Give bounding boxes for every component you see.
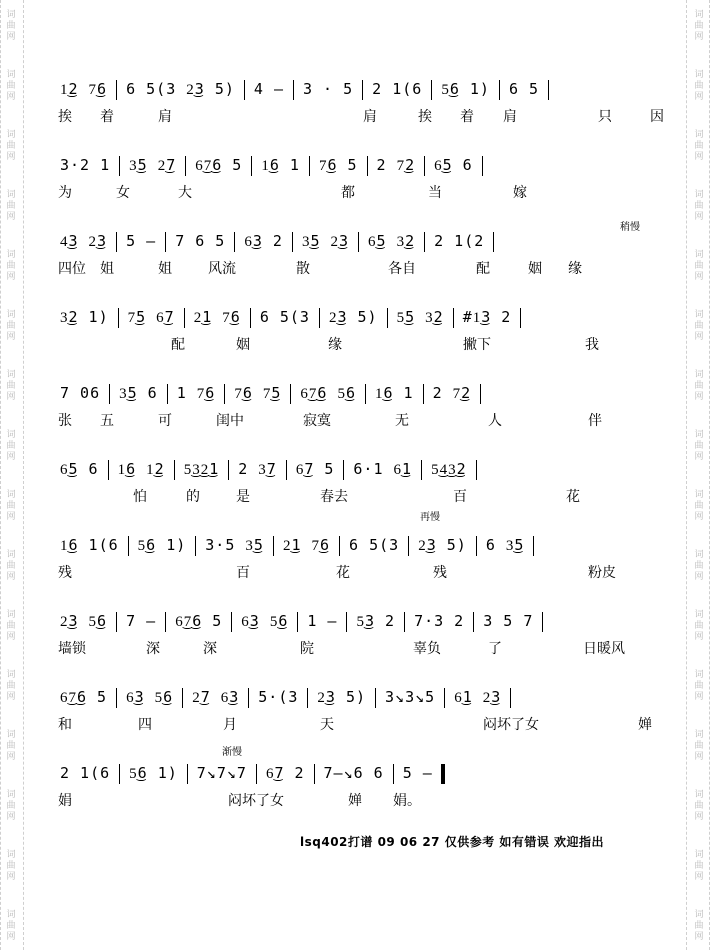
watermark-stamp: 词 曲 网 [6, 670, 16, 702]
barline [542, 612, 543, 632]
lyric-syllable: 天 [320, 717, 334, 733]
lyric-syllable: 伴 [588, 413, 602, 429]
lyric-syllable: 配 [171, 337, 185, 353]
lyric-syllable: 月 [223, 717, 237, 733]
measure: 3͜5 6 [119, 384, 158, 402]
notation-line [58, 376, 668, 410]
measure: 3·2 1 [60, 156, 111, 174]
lyric-syllable: 四位 [58, 261, 86, 277]
barline [510, 688, 511, 708]
measure: 2 7͜2 [376, 156, 416, 174]
lyric-syllable: 百 [236, 565, 250, 581]
watermark-stamp: 词 曲 网 [6, 70, 16, 102]
lyric-syllable: 深 [203, 641, 217, 657]
barline [234, 232, 235, 252]
watermark-stamp: 词 曲 网 [6, 910, 16, 942]
score-row [58, 148, 668, 224]
lyric-syllable: 闷坏了女 [228, 793, 284, 809]
barline [292, 232, 293, 252]
measure: 5 – [402, 764, 433, 782]
barline [251, 156, 252, 176]
notation-line [58, 224, 668, 258]
lyric-syllable: 为 [58, 185, 72, 201]
measure: 3͜5 2͜3 [301, 232, 350, 250]
notation-line [58, 604, 668, 638]
barline [431, 80, 432, 100]
barline [453, 308, 454, 328]
lyric-syllable: 可 [158, 413, 172, 429]
measure: 6 5(3 2͜3 5) [126, 80, 235, 98]
lyric-syllable: 只 [598, 109, 612, 125]
measure: 6͜7͜6 5 [60, 688, 108, 706]
measure: 3 5 7 [483, 612, 534, 630]
watermark-stamp: 词 曲 网 [694, 490, 704, 522]
lyric-syllable: 春去 [320, 489, 348, 505]
measure: 7͜6 7͜5 [234, 384, 282, 402]
barline [165, 232, 166, 252]
lyric-syllable: 无 [395, 413, 409, 429]
measure: 6͜3 2 [244, 232, 283, 250]
measure: 2͜3 5͜6 [60, 612, 108, 630]
lyrics-line [58, 334, 668, 356]
tempo-mark-gradually-slower: 渐慢 [222, 747, 242, 758]
watermark-stamp: 词 曲 网 [6, 370, 16, 402]
measure: 4 – [253, 80, 284, 98]
measure: 6 5(3 [259, 308, 310, 326]
lyric-syllable: 人 [488, 413, 502, 429]
barline [408, 536, 409, 556]
barline [493, 232, 494, 252]
barline [224, 384, 225, 404]
lyric-syllable: 墙锁 [58, 641, 86, 657]
measure: 1͜2 7͜6 [60, 80, 108, 98]
barline [387, 308, 388, 328]
lyric-syllable: 婵 [348, 793, 362, 809]
watermark-stamp: 词 曲 网 [6, 490, 16, 522]
measure: 2 7͜2 [432, 384, 472, 402]
lyric-syllable: 寂寞 [303, 413, 331, 429]
lyric-syllable: 着 [100, 109, 114, 125]
barline [339, 536, 340, 556]
barline [444, 688, 445, 708]
watermark-stamp: 词 曲 网 [694, 430, 704, 462]
barline [358, 232, 359, 252]
measure: 6͜5 3͜2 [368, 232, 416, 250]
lyric-syllable: 着 [460, 109, 474, 125]
lyric-syllable: 残 [58, 565, 72, 581]
barline [404, 612, 405, 632]
measure: 6͜7͜6 5 [195, 156, 243, 174]
score-row [58, 376, 668, 452]
watermark-stamp: 词 曲 网 [694, 10, 704, 42]
lyric-syllable: 的 [186, 489, 200, 505]
watermark-stamp: 词 曲 网 [6, 430, 16, 462]
lyric-syllable: 四 [138, 717, 152, 733]
barline [185, 156, 186, 176]
lyrics-line [58, 410, 668, 432]
measure: 6 3͜5 [485, 536, 525, 554]
notation-line [58, 756, 668, 790]
barline [499, 80, 500, 100]
lyric-syllable: 和 [58, 717, 72, 733]
lyric-syllable: 娟。 [393, 793, 421, 809]
barline [248, 688, 249, 708]
barline [273, 536, 274, 556]
measure: 3͜5 2͜7 [129, 156, 177, 174]
measure: 6͜3 5͜6 [126, 688, 174, 706]
lyric-syllable: 院 [300, 641, 314, 657]
watermark-stamp: 词 曲 网 [6, 190, 16, 222]
measure: 2͜7 6͜3 [192, 688, 240, 706]
watermark-stamp: 词 曲 网 [6, 730, 16, 762]
measure: 2 1(6 [372, 80, 423, 98]
barline [346, 612, 347, 632]
lyric-syllable: 当 [428, 185, 442, 201]
score-row [58, 756, 668, 832]
lyric-syllable: 都 [341, 185, 355, 201]
watermark-stamp: 词 曲 网 [6, 130, 16, 162]
barline [116, 688, 117, 708]
score-row [58, 224, 668, 300]
watermark-stamp: 词 曲 网 [694, 790, 704, 822]
measure: 1͜6 1 [375, 384, 414, 402]
transcriber-note: lsq402打谱 09 06 27 仅供参考 如有错误 欢迎指出 [300, 835, 605, 849]
measure: 3͜2 1) [60, 308, 109, 326]
lyric-syllable: 深 [146, 641, 160, 657]
lyric-syllable: 残 [433, 565, 447, 581]
lyric-syllable: 缘 [328, 337, 342, 353]
barline [423, 384, 424, 404]
measure: 5͜6 1) [441, 80, 490, 98]
lyric-syllable: 张 [58, 413, 72, 429]
watermark-stamp: 词 曲 网 [694, 310, 704, 342]
barline [187, 764, 188, 784]
measure: 2 1(6 [60, 764, 111, 782]
notation-line [58, 452, 668, 486]
lyrics-line [58, 258, 668, 280]
lyric-syllable: 大 [178, 185, 192, 201]
measure: 5 – [126, 232, 157, 250]
measure: 6͜5 6 [434, 156, 473, 174]
barline [118, 308, 119, 328]
notation-line [58, 72, 668, 106]
measure: 2͜1 7͜6 [193, 308, 241, 326]
measure: 5͜5 3͜2 [396, 308, 444, 326]
lyric-syllable: 百 [453, 489, 467, 505]
barline [290, 384, 291, 404]
lyrics-line [58, 106, 668, 128]
watermark-stamp: 词 曲 网 [6, 250, 16, 282]
barline [108, 460, 109, 480]
barline [116, 232, 117, 252]
lyric-syllable: 肩 [363, 109, 377, 125]
barline [421, 460, 422, 480]
lyric-syllable: 粉皮 [588, 565, 616, 581]
score-row [58, 528, 668, 604]
score-row [58, 680, 668, 756]
barline [482, 156, 483, 176]
measure: 5͜3 2 [356, 612, 396, 630]
measure: 1 7͜6 [176, 384, 216, 402]
measure: 3 · 5 [303, 80, 354, 98]
measure: 7·3 2 [414, 612, 465, 630]
lyric-syllable: 配 [476, 261, 490, 277]
lyric-syllable: 散 [296, 261, 310, 277]
measure: 6͜7 5 [295, 460, 335, 478]
barline [119, 764, 120, 784]
measure: 7 – [126, 612, 157, 630]
lyrics-line [58, 638, 668, 660]
watermark-stamp: 词 曲 网 [694, 70, 704, 102]
lyric-syllable: 风流 [208, 261, 236, 277]
measure: 2͜3 5) [418, 536, 467, 554]
measure: 7–↘6 6 [323, 764, 384, 782]
measure: 2͜3 5) [317, 688, 367, 706]
measure: 2͜1 7͜6 [282, 536, 331, 554]
lyric-syllable: 缘 [568, 261, 582, 277]
jianpu-score [58, 72, 668, 832]
watermark-stamp: 词 曲 网 [6, 850, 16, 882]
measure: 6 5 [508, 80, 540, 98]
barline [367, 156, 368, 176]
lyric-syllable: 姐 [100, 261, 114, 277]
lyric-syllable: 肩 [503, 109, 517, 125]
barline [548, 80, 549, 100]
barline [307, 688, 308, 708]
notation-line [58, 680, 668, 714]
measure: 4͜3 2͜3 [60, 232, 108, 250]
lyric-syllable: 了 [488, 641, 502, 657]
measure: 3↘3↘5 [385, 688, 436, 706]
tempo-mark-slower-again: 再慢 [420, 512, 440, 523]
measure: 2͜3 5) [328, 308, 378, 326]
lyric-syllable: 肩 [158, 109, 172, 125]
measure: 6͜5 6 [60, 460, 99, 478]
barline [256, 764, 257, 784]
watermark-stamp: 词 曲 网 [6, 550, 16, 582]
lyric-syllable: 婵 [638, 717, 652, 733]
watermark-stamp: 词 曲 网 [6, 310, 16, 342]
measure: 6͜7͜6 5͜6 [300, 384, 356, 402]
measure: 6͜1 2͜3 [454, 688, 502, 706]
lyrics-line [58, 714, 668, 736]
watermark-stamp: 词 曲 网 [694, 850, 704, 882]
measure: 7 6 5 [175, 232, 226, 250]
measure: 1 – [307, 612, 338, 630]
barline [116, 80, 117, 100]
measure: 1͜6 1(6 [60, 536, 119, 554]
watermark-stamp: 词 曲 网 [694, 670, 704, 702]
watermark-stamp: 词 曲 网 [694, 550, 704, 582]
watermark-stamp: 词 曲 网 [694, 910, 704, 942]
lyric-syllable: 因 [650, 109, 664, 125]
measure: 5·(3 [258, 688, 299, 706]
measure: 6͜7 2 [265, 764, 305, 782]
watermark-stamp: 词 曲 网 [694, 130, 704, 162]
barline [128, 536, 129, 556]
barline [286, 460, 287, 480]
lyric-syllable: 挨 [418, 109, 432, 125]
barline [533, 536, 534, 556]
measure: 5͜3͜2͜1 [183, 460, 220, 478]
watermark-stamp: 词 曲 网 [6, 790, 16, 822]
barline [119, 156, 120, 176]
lyric-syllable: 娟 [58, 793, 72, 809]
lyric-syllable: 闷坏了女 [483, 717, 539, 733]
lyric-syllable: 姻 [236, 337, 250, 353]
barline [165, 612, 166, 632]
barline [167, 384, 168, 404]
barline [297, 612, 298, 632]
watermark-stamp: 词 曲 网 [6, 610, 16, 642]
measure: 2 3͜7 [238, 460, 277, 478]
lyric-syllable: 女 [116, 185, 130, 201]
lyric-syllable: 日暖风 [583, 641, 625, 657]
measure: 3·5 3͜5 [205, 536, 264, 554]
watermark-stamp: 词 曲 网 [694, 370, 704, 402]
barline [293, 80, 294, 100]
measure: 1͜6 1͜2 [117, 460, 165, 478]
measure: 2 1(2 [434, 232, 485, 250]
barline [480, 384, 481, 404]
barline [520, 308, 521, 328]
notation-line [58, 300, 668, 334]
barline [231, 612, 232, 632]
measure: 7͜5 6͜7 [127, 308, 175, 326]
measure: 7͜6 5 [318, 156, 358, 174]
notation-line [58, 148, 668, 182]
watermark-stamp: 词 曲 网 [694, 250, 704, 282]
barline [319, 308, 320, 328]
lyric-syllable: 闺中 [216, 413, 244, 429]
barline [476, 460, 477, 480]
lyric-syllable: 各自 [388, 261, 416, 277]
lyric-syllable: 撇下 [463, 337, 491, 353]
lyric-syllable: 辜负 [413, 641, 441, 657]
barline [365, 384, 366, 404]
barline [174, 460, 175, 480]
measure: 6 5(3 [349, 536, 400, 554]
barline [473, 612, 474, 632]
watermark-stamp: 词 曲 网 [694, 730, 704, 762]
barline [362, 80, 363, 100]
barline [309, 156, 310, 176]
score-row [58, 72, 668, 148]
watermark-stamp: 词 曲 网 [6, 10, 16, 42]
lyric-syllable: 五 [100, 413, 114, 429]
lyric-syllable: 姻 [528, 261, 542, 277]
watermark-stamp: 词 曲 网 [694, 190, 704, 222]
watermark-stamp: 词 曲 网 [694, 610, 704, 642]
barline [182, 688, 183, 708]
measure: 6·1 6͜1 [353, 460, 413, 478]
barline [375, 688, 376, 708]
lyrics-line [58, 182, 668, 204]
tempo-mark-slightly-slower: 稍慢 [620, 222, 640, 233]
barline [250, 308, 251, 328]
measure: 6͜3 5͜6 [241, 612, 289, 630]
measure: #1͜3 2 [462, 308, 512, 326]
barline [184, 308, 185, 328]
measure: 1͜6 1 [261, 156, 300, 174]
lyrics-line [58, 486, 668, 508]
lyric-syllable: 怕 [133, 489, 147, 505]
barline [393, 764, 394, 784]
measure: 5͜6 1) [129, 764, 178, 782]
barline [314, 764, 315, 784]
score-row [58, 604, 668, 680]
lyric-syllable: 挨 [58, 109, 72, 125]
measure: 5͜6 1) [137, 536, 187, 554]
barline [116, 612, 117, 632]
measure: 6͜7͜6 5 [175, 612, 223, 630]
barline [424, 156, 425, 176]
lyric-syllable: 嫁 [513, 185, 527, 201]
notation-line [58, 528, 668, 562]
barline [343, 460, 344, 480]
measure: 7↘7↘7 [196, 764, 247, 782]
lyric-syllable: 是 [236, 489, 250, 505]
barline [195, 536, 196, 556]
lyric-syllable: 花 [336, 565, 350, 581]
lyric-syllable: 花 [566, 489, 580, 505]
measure: 5͜4͜3͜2 [431, 460, 467, 478]
final-barline [441, 764, 445, 784]
score-row [58, 300, 668, 376]
lyrics-line [58, 790, 668, 812]
barline [476, 536, 477, 556]
barline [109, 384, 110, 404]
barline [424, 232, 425, 252]
barline [228, 460, 229, 480]
lyric-syllable: 姐 [158, 261, 172, 277]
score-row [58, 452, 668, 528]
lyric-syllable: 我 [585, 337, 599, 353]
measure: 7 06 [60, 384, 101, 402]
barline [244, 80, 245, 100]
lyrics-line [58, 562, 668, 584]
